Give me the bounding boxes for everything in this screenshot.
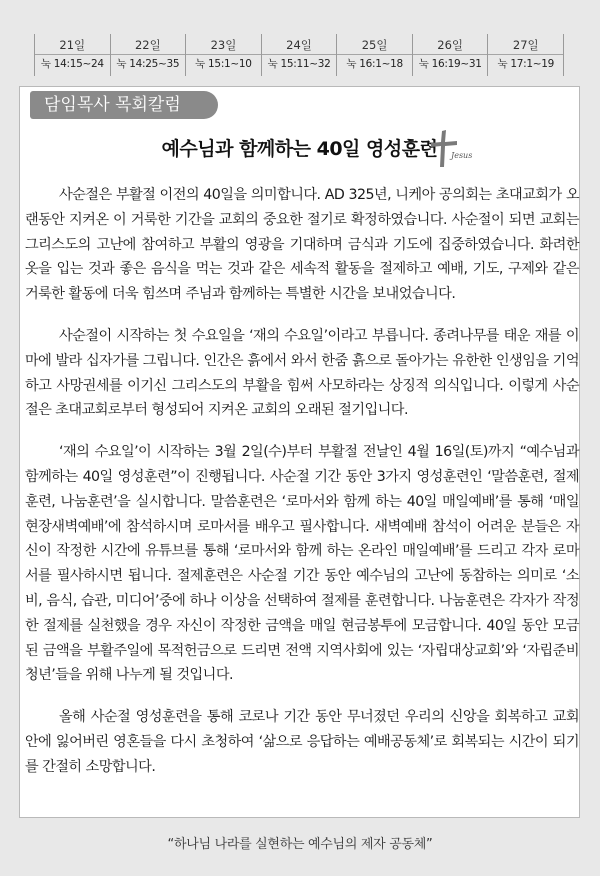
schedule-reading: 눅 14:15~24 [40, 58, 104, 70]
footer-motto: “하나님 나라를 실현하는 예수님의 제자 공동체” [167, 837, 433, 852]
schedule-reading: 눅 16:19~31 [418, 58, 482, 70]
paragraph: 사순절은 부활절 이전의 40일을 의미합니다. AD 325년, 니케아 공의회는 초대교회가 오랜동안 지켜온 이 거룩한 기간을 교회의 중요한 절기로 확정하였습니다. 사순절이 되면 교회는 그리스도의 고난에 참여하고 부활의 영광을 기대하며 금식과 기도에 집중하였습니다. 화려한 옷을 입는 것과 좋은 음식을 먹는 것과 같은 세속적 활동을 절제하고 예배, 기도, 구제와 같은 거룩한 활동에 더욱 힘쓰며 주님과 함께하는 특별한 시간을 보내었습니다. [25, 187, 579, 303]
paragraph: ‘재의 수요일’이 시작하는 3월 2일(수)부터 부활절 전날인 4월 16일(토)까지 “예수님과 함께하는 40일 영성훈련”이 진행됩니다. 사순절 기간 동안 3가지 영성훈련인 ‘말씀훈련, 절제훈련, 나눔훈련’을 실시합니다. 말씀훈련은 ‘로마서와 함께 하는 40일 매일예배’를 통해 ‘매일 현장새벽예배’에 참석하시며 로마서를 배우고 필사합니다. 새벽예배 참석이 어려운 분들은 자신이 작정한 시간에 유튜브를 통해 ‘로마서와 함께 하는 온라인 매일예배’를 드리고 각자 로마서를 필사하시면 됩니다. 절제훈련은 사순절 기간 동안 예수님의 고난에 동참하는 의미로 ‘소비, 음식, 습관, 미디어’중에 하나 이상을 선택하여 절제를 훈련합니다. 나눔훈련은 각자가 작정한 절제를 실천했을 경우 자신이 작정한 금액을 매일 현금봉투에 모금합니다. 40일 동안 모금된 금액을 부활주일에 목적헌금으로 드리면 전액 지역사회에 있는 ‘자립대상교회’와 ‘자립준비청년’들을 위해 나누게 될 것입니다. [25, 444, 579, 684]
column-label: 담임목사 목회칼럼 [30, 91, 218, 119]
schedule-reading: 눅 15:11~32 [267, 58, 331, 70]
schedule-date: 24일 [286, 38, 312, 52]
schedule-day [412, 34, 488, 76]
column-panel [19, 86, 580, 818]
schedule-date: 26일 [437, 38, 464, 52]
schedule-reading: 눅 16:1~18 [346, 58, 403, 70]
cross-graphic [430, 129, 480, 169]
schedule-date: 23일 [210, 38, 237, 52]
reading-schedule [34, 34, 564, 76]
schedule-day [336, 34, 412, 76]
schedule-reading: 눅 17:1~19 [497, 58, 555, 70]
paragraph: 올해 사순절 영성훈련을 통해 코로나 기간 동안 무너졌던 우리의 신앙을 회복하고 교회 안에 잃어버린 영혼들을 다시 초청하여 ‘삶으로 응답하는 예배공동체’로 회복되는 시간이 되기를 간절히 소망합니다. [25, 709, 579, 775]
schedule-date: 27일 [512, 38, 539, 52]
paragraph: 사순절이 시작하는 첫 수요일을 ‘재의 수요일’이라고 부릅니다. 종려나무를 태운 재를 이마에 발라 십자가를 그립니다. 인간은 흙에서 와서 한줌 흙으로 돌아가는 유한한 인생임을 기억하고 사망권세를 이기신 그리스도의 부활을 힘써 사모하라는 상징적 의식입니다. 이렇게 사순절은 초대교회로부터 형성되어 지켜온 교회의 오래된 절기입니다. [25, 327, 579, 419]
schedule-day [110, 34, 186, 76]
cross-label: Jesus [451, 151, 473, 160]
schedule-reading: 눅 14:25~35 [116, 58, 180, 70]
schedule-day [261, 34, 337, 76]
schedule-day [487, 34, 564, 76]
schedule-day [34, 34, 110, 76]
schedule-day [185, 34, 261, 76]
column-body [25, 183, 579, 797]
schedule-date: 21일 [59, 38, 86, 52]
schedule-reading: 눅 15:1~10 [195, 58, 252, 70]
schedule-date: 22일 [134, 38, 161, 52]
column-title: 예수님과 함께하는 40일 영성훈련 [161, 138, 438, 160]
schedule-date: 25일 [361, 38, 388, 52]
title-row [20, 129, 579, 169]
cross-icon [430, 129, 480, 169]
